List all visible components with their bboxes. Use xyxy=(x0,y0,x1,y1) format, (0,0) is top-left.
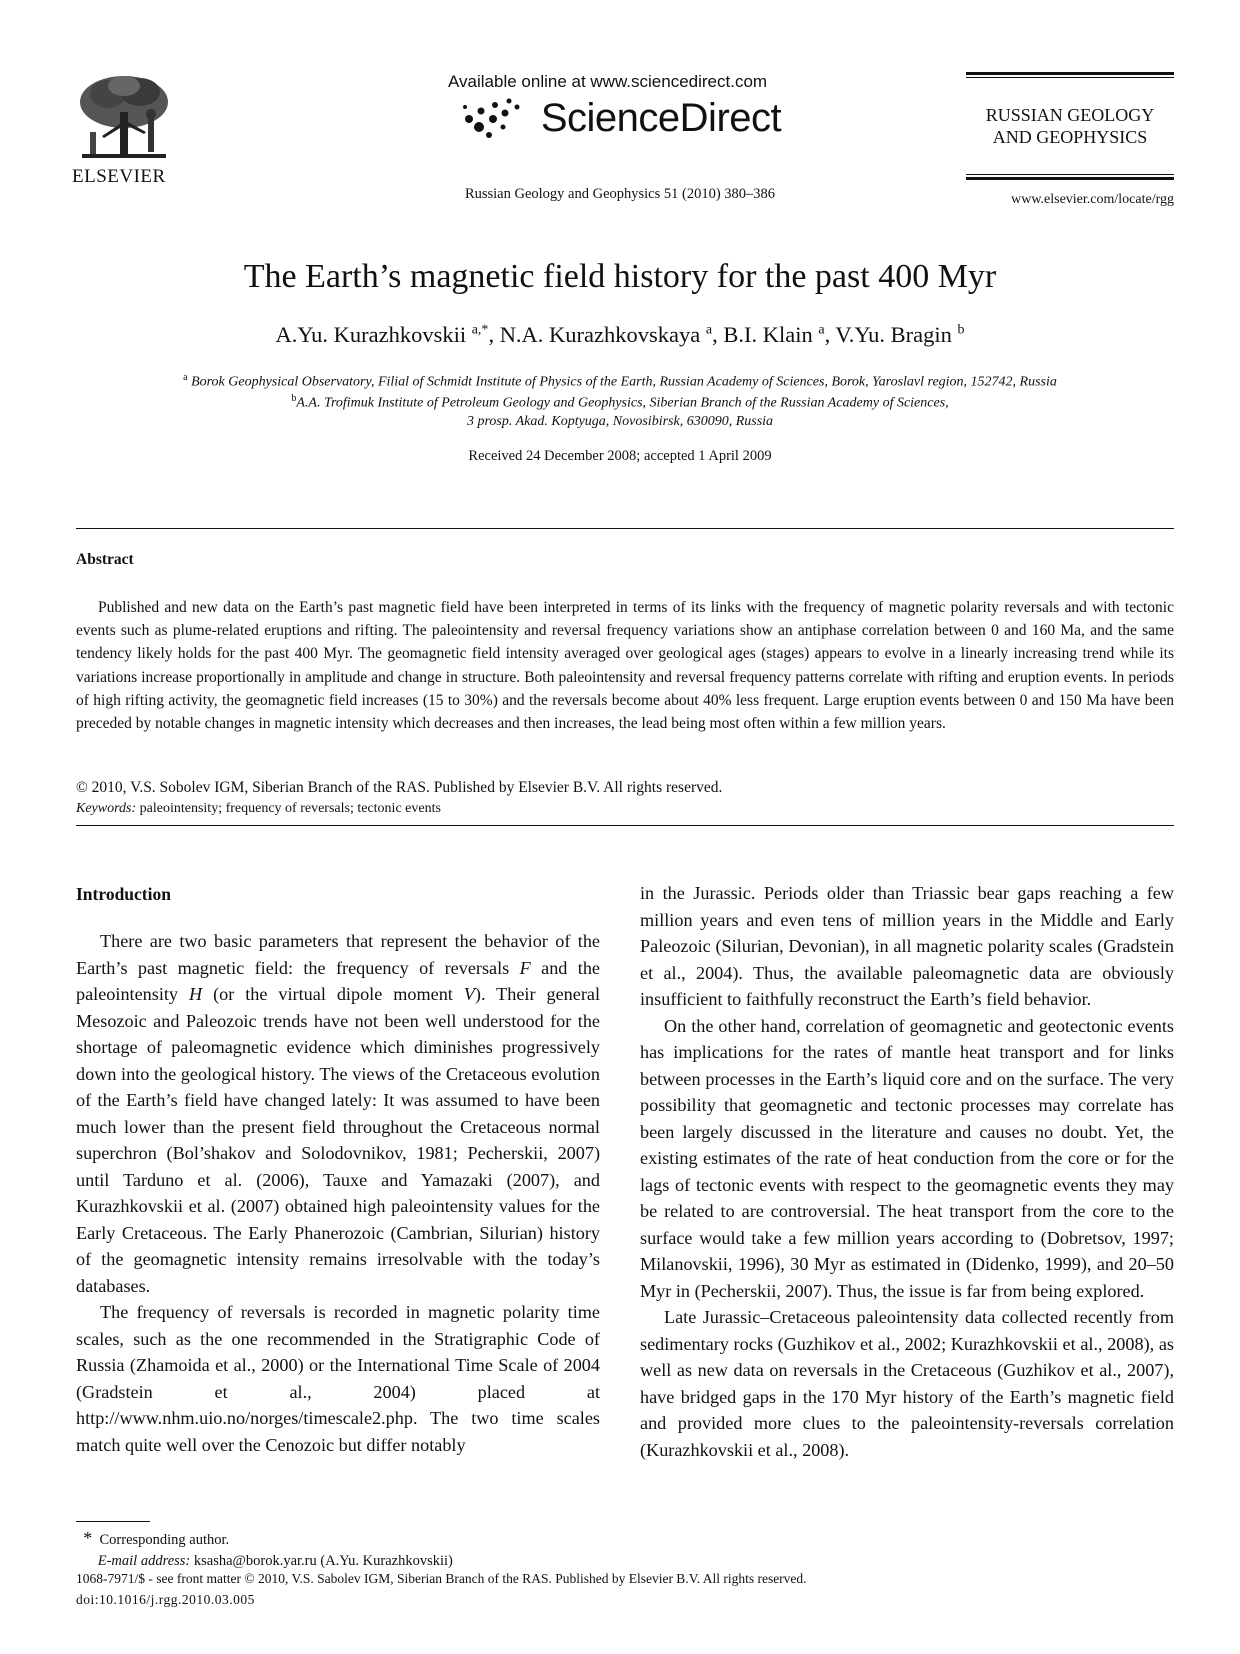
keywords-label: Keywords: xyxy=(76,801,137,816)
sciencedirect-dots-icon xyxy=(459,97,531,141)
paragraph: Late Jurassic–Cretaceous paleointensity data collected recently from sedimentary rocks (Guzhikov et al., 2002; Kurazhkovskii et al., 2008), as well as new data on reversals in the Cretaceous (Guzhikov et al., 2007), have bridged gaps in the 170 Myr history of the Earth’s magnetic field and provided more clues to the paleointensity-reversals correlation (Kurazhkovskii et al., 2008). xyxy=(640,1307,1174,1460)
keywords xyxy=(76,801,441,817)
author-affiliation-mark: a xyxy=(705,322,713,338)
top-rule-thin xyxy=(966,77,1174,78)
author-affiliation-mark: a,* xyxy=(471,322,489,338)
sciencedirect-logo xyxy=(430,96,810,141)
affiliation-text: Borok Geophysical Observatory, Filial of Schmidt Institute of Physics of the Earth, Russian Academy of Sciences, Borok, Yaroslavl region, 152742, Russia xyxy=(191,374,1057,390)
journal-title xyxy=(966,104,1174,148)
sciencedirect-header xyxy=(430,72,810,141)
author-affiliation-mark: b xyxy=(957,322,965,338)
sciencedirect-wordmark: ScienceDirect xyxy=(540,96,782,140)
author-separator: , xyxy=(824,322,836,347)
keywords-list: paleointensity; frequency of reversals; tectonic events xyxy=(139,801,441,816)
text-run: ). Their general Mesozoic and Paleozoic trends have not been well understood for the shortage of paleomagnetic evidence which diminishes progressively down into the geological history. The views of the Cretaceous evolution of the Earth’s field have changed lately: It was assumed to have been much lower than the present field throughout the Cretaceous normal superchron (Bol’shakov and Solodovnikov, 1981; Pecherskii, 2007) until Tarduno et al. (2006), Tauxe and Yamazaki (2007), and Kurazhkovskii et al. (2007) obtained high paleointensity values for the Early Cretaceous. The Early Phanerozoic (Cambrian, Silurian) history of the geomagnetic intensity remains irresolvable with the today’s databases. xyxy=(76,984,600,1296)
elsevier-logo xyxy=(72,72,182,188)
journal-url-link[interactable]: www.elsevier.com/locate/rgg xyxy=(1011,192,1174,207)
corresponding-author-note xyxy=(76,1528,453,1551)
author-separator: , xyxy=(712,322,724,347)
received-dates: Received 24 December 2008; accepted 1 April 2009 xyxy=(468,448,772,464)
affiliation-b xyxy=(0,393,1240,412)
affiliation-b-address: 3 prosp. Akad. Koptyuga, Novosibirsk, 630090, Russia xyxy=(466,414,774,429)
elsevier-tree-icon xyxy=(72,72,176,164)
symbol-V: V xyxy=(463,984,475,1004)
affiliation-text: A.A. Trofimuk Institute of Petroleum Geology and Geophysics, Siberian Branch of the Russian Academy of Sciences, xyxy=(296,395,949,411)
abstract-text: Published and new data on the Earth’s past magnetic field have been interpreted in terms of its links with the frequency of magnetic polarity reversals and with tectonic events such as plume-related eruptions and rifting. The paleointensity and reversal frequency variations show an antiphase correlation between 0 and 160 Ma, and the same tendency likely holds for the past 400 Myr. The geomagnetic field intensity averaged over geological ages (stages) appears to evolve in a linearly increasing trend while its variations increase proportionally in amplitude and change in structure. Both paleointensity and reversal frequency patterns correlate with rifting and eruption events. In periods of high rifting activity, the geomagnetic field increases (15 to 30%) and the reversals become about 40% less frequent. Large eruption events between 0 and 150 Ma have been preceded by notable changes in magnetic intensity which decreases and then increases, the lead being most often within a few million years. xyxy=(76,599,1174,733)
paragraph xyxy=(76,928,600,1299)
left-column xyxy=(76,928,600,1458)
author-affiliation-mark: a xyxy=(818,322,825,338)
issn-line: 1068-7971/$ - see front matter © 2010, V.S. Sabolev IGM, Siberian Branch of the RAS. Published by Elsevier B.V. All rights reserved. xyxy=(76,1571,807,1586)
top-rule-thick xyxy=(966,72,1174,75)
divider xyxy=(76,825,1174,826)
doi-link[interactable]: doi:10.1016/j.rgg.2010.03.005 xyxy=(76,1592,255,1607)
bottom-rule-thick xyxy=(966,177,1174,180)
paper-title: The Earth’s magnetic field history for the past 400 Myr xyxy=(243,258,997,295)
email-note xyxy=(76,1551,453,1572)
journal-title-line2: AND GEOPHYSICS xyxy=(992,127,1148,147)
journal-reference: Russian Geology and Geophysics 51 (2010) 380–386 xyxy=(464,186,776,202)
author-name[interactable]: A.Yu. Kurazhkovskii xyxy=(275,322,467,347)
email-link[interactable]: ksasha@borok.yar.ru (A.Yu. Kurazhkovskii) xyxy=(193,1553,453,1569)
footnote-rule xyxy=(76,1521,150,1522)
text-run: There are two basic parameters that represent the behavior of the Earth’s past magnetic field: the frequency of reversals xyxy=(76,931,600,978)
symbol-H: H xyxy=(188,984,203,1004)
symbol-F: F xyxy=(519,957,531,978)
author-name[interactable]: B.I. Klain xyxy=(723,322,813,347)
affiliation-a xyxy=(0,372,1240,391)
journal-title-box xyxy=(966,72,1174,208)
affiliation-label: a xyxy=(183,372,188,383)
section-heading-introduction: Introduction xyxy=(76,884,171,904)
author-name[interactable]: N.A. Kurazhkovskaya xyxy=(499,322,701,347)
journal-title-line1: RUSSIAN GEOLOGY xyxy=(985,105,1155,125)
text-run: and the paleointensity xyxy=(76,957,600,1004)
author-name[interactable]: V.Yu. Bragin xyxy=(835,322,952,347)
paragraph-continued: in the Jurassic. Periods older than Triassic bear gaps reaching a few million years and even tens of million years in the Middle and Early Paleozoic (Silurian, Devonian), in all magnetic polarity scales (Gradstein et al., 2004). Thus, the available paleomagnetic data are obviously insufficient to faithfully reconstruct the Earth’s field behavior. xyxy=(640,883,1174,1009)
paragraph: On the other hand, correlation of geomagnetic and geotectonic events has implications for the rates of mantle heat transport and for links between processes in the Earth’s liquid core and on the surface. The very possibility that geomagnetic and tectonic processes may correlate has been largely discussed in the literature and causes no doubt. Yet, the existing estimates of the rate of heat conduction from the core or for the lags of tectonic events with respect to the geomagnetic events they may be related to are controversial. The heat transport from the core to the surface would take a few million years according to (Dobretsov, 1997; Milanovskii, 1996), 30 Myr as estimated in (Didenko, 1999), and 20–50 Myr in (Pecherskii, 2007). Thus, the issue is far from being explored. xyxy=(640,1015,1174,1301)
publisher-name: ELSEVIER xyxy=(72,166,166,187)
footnote xyxy=(76,1528,453,1572)
corresponding-label: Corresponding author. xyxy=(99,1532,230,1548)
paragraph: The frequency of reversals is recorded in magnetic polarity time scales, such as the one recommended in the Stratigraphic Code of Russia (Zhamoida et al., 2000) or the International Time Scale of 2004 (Gradstein et al., 2004) placed at http://www.nhm.uio.no/norges/timescale2.php. The two time scales match quite well over the Cenozoic but differ notably xyxy=(76,1302,600,1455)
email-label: E-mail address: xyxy=(97,1553,191,1569)
affiliation-label: b xyxy=(291,393,297,404)
divider xyxy=(76,528,1174,529)
author-separator: , xyxy=(488,322,500,347)
abstract-heading: Abstract xyxy=(76,551,134,568)
footnote-mark: * xyxy=(83,1528,93,1548)
author-list xyxy=(0,322,1240,348)
available-online-text[interactable]: Available online at www.sciencedirect.com xyxy=(448,72,768,91)
text-run: (or the virtual dipole moment xyxy=(202,984,464,1004)
right-column xyxy=(640,880,1174,1463)
copyright-notice: © 2010, V.S. Sobolev IGM, Siberian Branch of the RAS. Published by Elsevier B.V. All rights reserved. xyxy=(76,779,723,796)
bottom-rule-thin xyxy=(966,174,1174,175)
